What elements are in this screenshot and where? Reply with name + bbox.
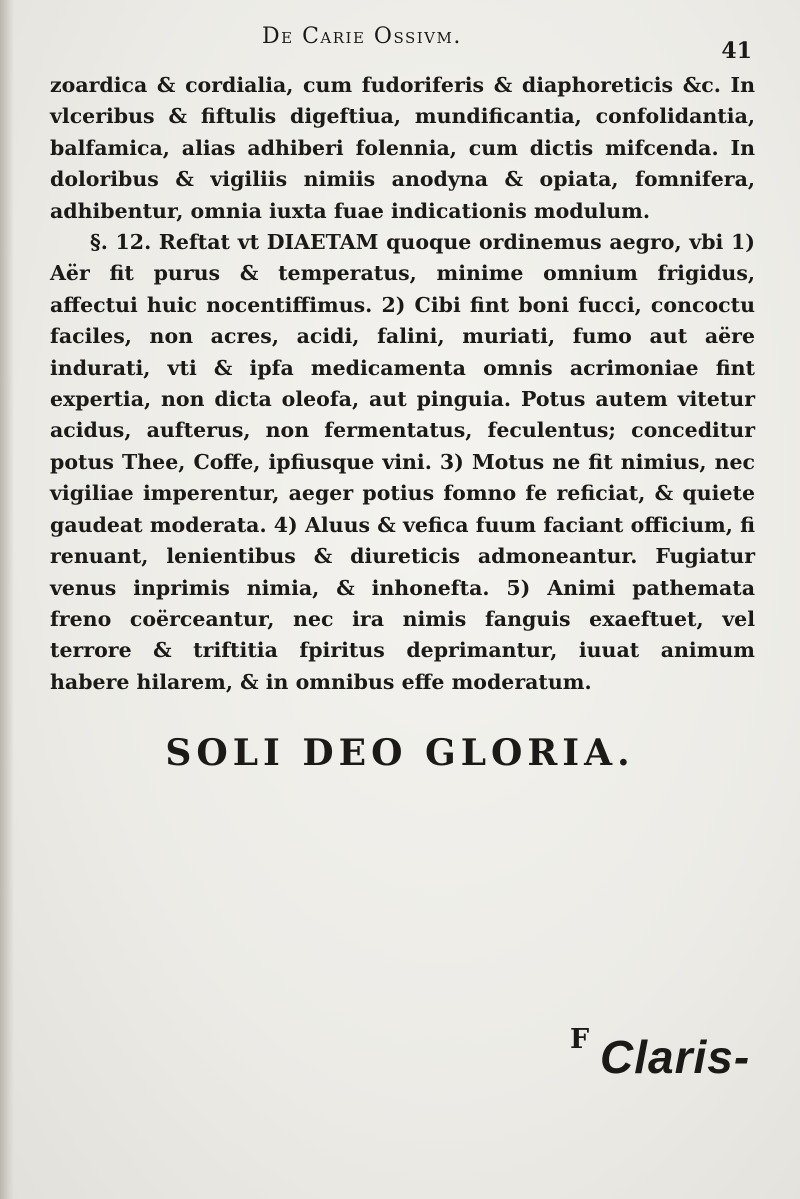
closing-motto: SOLI DEO GLORIA. [165,732,635,774]
body-text [50,70,755,698]
page-gutter-shadow [0,0,14,1199]
running-head: De Carie Ossivm. [262,24,462,49]
catchword: Claris- [600,1031,751,1083]
page-number: 41 [721,38,752,64]
page-header [232,20,752,64]
paragraph-2-diet-section: §. 12. Reftat vt DIAETAM quoque ordinemus aegro, vbi 1) Aër fit purus & temperatus, minime omnium frigidus, affectui huic nocentiffimus. 2) Cibi fint boni fucci, concoctu faciles, non acres, acidi, falini, muriati, fumo aut aëre indurati, vti & ipfa medicamenta omnis acrimoniae fint expertia, non dicta oleofa, aut pinguia. Potus autem vitetur acidus, aufterus, non fermentatus, feculentus; conceditur potus Thee, Coffe, ipfiusque vini. 3) Motus ne fit nimius, nec vigiliae imperentur, aeger potius fomno fe reficiat, & quiete gaudeat moderata. 4) Aluus & vefica fuum faciant officium, fi renuant, lenientibus & diureticis admoneantur. Fugiatur venus inprimis nimia, & inhonefta. 5) Animi pathemata freno coërceantur, nec ira nimis fanguis exaeftuet, vel terrore & triftitia fpiritus deprimantur, iuuat animum habere hilarem, & in omnibus effe moderatum. [50,230,755,694]
signature-mark: F [570,1024,590,1055]
paragraph-1: zoardica & cordialia, cum fudoriferis & diaphoreticis &c. In vlceribus & fiftulis digeftiua, mundificantia, confolidantia, balfamica, alias adhiberi folennia, cum dictis mifcenda. In doloribus & vigiliis nimiis anodyna & opiata, fomnifera, adhibentur, omnia iuxta fuae indicationis modulum. [50,73,755,223]
